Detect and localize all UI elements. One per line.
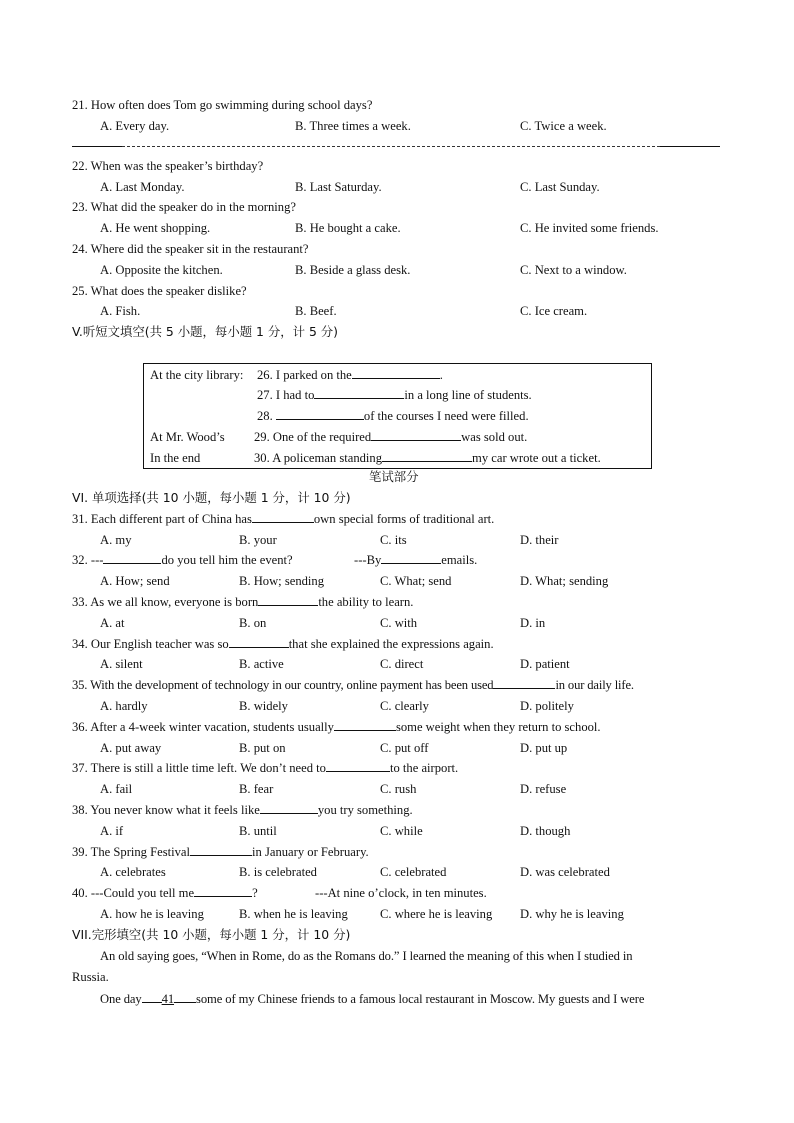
option-a: A. my [100,533,132,547]
line-text: 29. One of the required [254,430,372,444]
option-c: C. while [380,824,423,838]
line-text-end: my car wrote out a ticket. [472,451,601,465]
option-b: B. widely [239,699,288,713]
option-b: B. Beside a glass desk. [295,263,411,277]
option-c: C. clearly [380,699,429,713]
answer-blank[interactable] [493,677,555,689]
question-stem: 24. Where did the speaker sit in the restaurant? [72,242,309,256]
line-text: 30. A policeman standing [254,451,383,465]
option-a: A. Opposite the kitchen. [100,263,223,277]
box-line-27 [257,387,532,403]
stem-text: 36. After a 4-week winter vacation, students usually [72,720,334,734]
option-b: B. your [239,533,277,547]
section-6-title: VI. 单项选择(共 10 小题，每小题 1 分，计 10 分) [72,490,351,505]
stem-text: 32. --- [72,553,104,567]
written-part-title: 笔试部分 [369,469,419,484]
option-c: C. rush [380,782,417,796]
stem-text: the ability to learn. [318,595,414,609]
option-c: C. direct [380,657,424,671]
option-a: A. Every day. [100,119,170,133]
option-c: C. its [380,533,407,547]
answer-blank[interactable] [381,552,441,564]
answer-blank-28[interactable] [276,408,364,420]
option-a: A. at [100,616,125,630]
question-stem [72,885,258,901]
option-d: D. put up [520,741,568,755]
line-text-end: was sold out. [461,430,528,444]
stem-text: 40. ---Could you tell me [72,886,195,900]
line-text-end: in a long line of students. [404,388,532,402]
question-stem: 25. What does the speaker dislike? [72,284,247,298]
question-reply: ---At nine o’clock, in ten minutes. [315,886,487,900]
box-label-end: In the end [150,451,201,465]
option-c: C. Ice cream. [520,304,588,318]
box-label-library: At the city library: [150,368,244,382]
question-stem [72,677,634,693]
stem-text: 31. Each different part of China has [72,512,252,526]
question-stem [72,760,458,776]
stem-text: 34. Our English teacher was so [72,637,229,651]
reply-text: ---By [354,553,382,567]
option-b: B. Three times a week. [295,119,411,133]
stem-text: 39. The Spring Festival [72,845,191,859]
option-a: A. celebrates [100,865,166,879]
answer-blank[interactable] [229,636,289,648]
option-b: B. is celebrated [239,865,317,879]
question-stem [72,719,601,735]
option-b: B. until [239,824,277,838]
option-c: C. Next to a window. [520,263,627,277]
option-a: A. hardly [100,699,148,713]
passage-line-3 [100,989,644,1010]
stem-text: ? [252,886,258,900]
question-stem [72,636,494,652]
answer-blank[interactable] [260,802,318,814]
cut-line-end [660,146,720,147]
stem-text: some weight when they return to school. [395,720,601,734]
cloze-blank-right[interactable] [174,990,196,1003]
option-a: A. fail [100,782,133,796]
option-d: D. though [520,824,571,838]
option-b: B. when he is leaving [239,907,348,921]
answer-blank[interactable] [334,719,396,731]
box-line-29 [254,429,527,445]
option-d: D. why he is leaving [520,907,624,921]
question-stem [72,552,293,568]
question-stem [72,802,413,818]
answer-blank-30[interactable] [382,450,472,462]
option-c: C. with [380,616,418,630]
answer-blank[interactable] [326,760,390,772]
passage-line-1: An old saying goes, “When in Rome, do as the Romans do.” I learned the meaning of this when I studied in [100,949,633,963]
option-b: B. active [239,657,284,671]
reply-text: emails. [441,553,478,567]
option-d: D. patient [520,657,570,671]
stem-text: in January or February. [252,845,369,859]
option-b: B. Beef. [295,304,337,318]
option-a: A. How; send [100,574,170,588]
line-text-end: . [439,368,443,382]
question-reply [354,552,477,568]
passage-text: some of my Chinese friends to a famous local restaurant in Moscow. My guests and I were [196,992,645,1006]
cut-line-start [72,146,122,147]
answer-blank-29[interactable] [371,429,461,441]
cloze-number-41: 41 [161,992,175,1006]
option-a: A. Fish. [100,304,141,318]
cloze-blank-left[interactable] [142,990,162,1003]
stem-text: 33. As we all know, everyone is born [72,595,259,609]
option-a: A. how he is leaving [100,907,204,921]
option-d: D. their [520,533,559,547]
question-stem: 21. How often does Tom go swimming during school days? [72,98,373,112]
option-b: B. How; sending [239,574,325,588]
option-b: B. He bought a cake. [295,221,401,235]
option-c: C. celebrated [380,865,447,879]
box-line-26 [257,367,443,383]
option-a: A. Last Monday. [100,180,185,194]
answer-blank-26[interactable] [352,367,440,379]
option-b: B. put on [239,741,286,755]
section-5-title: V.听短文填空(共 5 小题，每小题 1 分，计 5 分) [72,324,339,339]
stem-text: to the airport. [389,761,459,775]
stem-text: in our daily life. [555,678,634,692]
option-a: A. silent [100,657,143,671]
answer-blank[interactable] [258,594,318,606]
answer-blank-27[interactable] [314,387,404,399]
stem-text: own special forms of traditional art. [313,512,495,526]
option-c: C. He invited some friends. [520,221,659,235]
option-c: C. What; send [380,574,452,588]
option-c: C. Twice a week. [520,119,607,133]
answer-blank[interactable] [190,844,252,856]
line-text-end: of the courses I need were filled. [363,409,529,423]
option-d: D. refuse [520,782,567,796]
option-c: C. put off [380,741,429,755]
passage-text: One day [100,992,142,1006]
option-c: C. where he is leaving [380,907,493,921]
stem-text: you try something. [317,803,413,817]
line-text: 27. I had to [257,388,315,402]
line-text: 26. I parked on the [257,368,352,382]
option-a: A. put away [100,741,162,755]
option-d: D. What; sending [520,574,609,588]
option-b: B. Last Saturday. [295,180,382,194]
line-text: 28. [257,409,276,423]
stem-text: that she explained the expressions again. [288,637,494,651]
passage-line-2: Russia. [72,970,109,984]
option-c: C. Last Sunday. [520,180,600,194]
question-stem [72,844,369,860]
cut-line-divider [72,146,720,147]
option-d: D. in [520,616,546,630]
option-b: B. on [239,616,267,630]
box-line-28 [257,408,529,424]
question-stem [72,511,494,527]
stem-text: 35. With the development of technology in our country, online payment has been used [72,678,494,692]
question-stem: 22. When was the speaker’s birthday? [72,159,264,173]
option-a: A. He went shopping. [100,221,211,235]
box-line-30 [254,450,601,466]
option-a: A. if [100,824,124,838]
stem-text: 37. There is still a little time left. We don’t need to [72,761,326,775]
answer-blank[interactable] [103,552,161,564]
stem-text: 38. You never know what it feels like [72,803,260,817]
section-7-title: VII.完形填空(共 10 小题，每小题 1 分，计 10 分) [72,927,351,942]
option-b: B. fear [239,782,274,796]
option-d: D. politely [520,699,574,713]
option-d: D. was celebrated [520,865,610,879]
stem-text: do you tell him the event? [161,553,293,567]
answer-blank[interactable] [194,885,252,897]
question-stem: 23. What did the speaker do in the morning? [72,200,296,214]
question-stem [72,594,413,610]
box-label-wood: At Mr. Wood’s [150,430,225,444]
answer-blank[interactable] [252,511,314,523]
